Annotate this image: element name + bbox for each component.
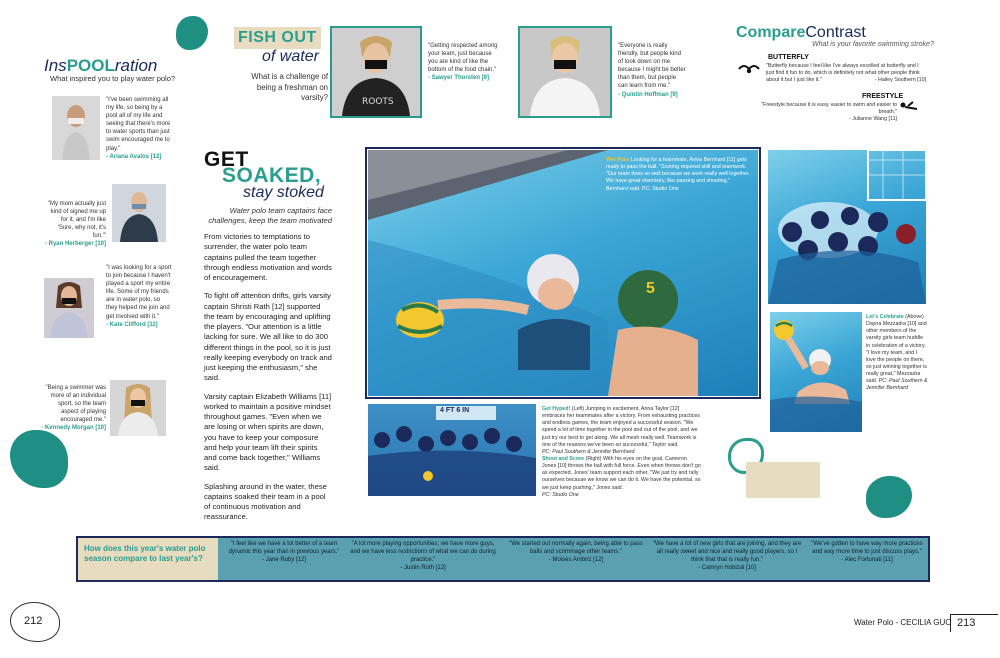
quote-butterfly: "Butterfly because I feel like I've always excelled at butterfly and I just find it fun to do, which is definitely not what other people think about it but I just like it." - Hailey Southern [10]: [766, 63, 926, 84]
folio: Water Polo - CECILIA GUO: [854, 618, 952, 627]
decorative-blob-left: [10, 430, 68, 488]
compare-subtitle: What is your favorite swimming stroke?: [812, 41, 934, 48]
story-body: From victories to temptations to surrender, the water polo team captains pulled the team together through endless motivation and words of encouragement. To fight off attention drifts, girls varsity captain Shristi Rath [12] supported the team by encouraging and uplifting the players. "Our attention is a little lacking for sure. We all like to do 300 different things in the pool, so it is just really keeping everybody on track and just keeping the enthusiasm," she said. Varsity captain Elizabeth Williams [11] worked to maintain a positive mindset throughout games. "Even when we are losing or when spirits are down, you have to keep your composure and help your team lift their spirits and come back together," Williams said. Splashing around in the water, these captains soaked their team in a pool of continuous motivation and reassurance.: [204, 232, 332, 522]
main-photo-number: 5: [646, 280, 655, 297]
fish-question: What is a challenge of being a freshman on varsity?: [251, 72, 328, 103]
bottom-quote-3: "We started out normally again, being able to pass balls and scrimmage other teams." - Moises Ambriz [12]: [509, 541, 643, 564]
hype-shoot-caption: Get Hyped! (Left) Jumping in excitement, Anna Taylor [12] embraces her teammates after a victory. From exhausting practices and endless games, the team enjoyed a successful season. "We spend a lot of time together in the pool and out of the pool, and we just try our best to get along. We all mesh really well. Teamwork is one of the reasons we've been so successful," Taylor said. PC: Paul Southern & Jennifer Bernhard Shoot and Score (Right) With his eyes on the goal, Cameron Jones [10] throws the ball with full force. Even when throws don't go as expected, Jones' team support each other. "We just try and rally ourselves because we know we can do it. We have the potential, so we just keep pushing," Jones said. PC: Studio One: [542, 406, 701, 498]
portrait-kennedy: [110, 380, 166, 436]
quote-kennedy: "Being a swimmer was more of an individual sport, so the team aspect of playing encouraged me." - Kennedy Morgan [10]: [41, 385, 106, 432]
page-number-right: 213: [950, 614, 998, 632]
freestyle-icon: [899, 100, 919, 112]
portrait-sawyer: [330, 26, 422, 118]
quote-sawyer: "Getting respected among your team, just because you are kind of like the bottom of the food chain." - Sawyer Thorsten [9]: [428, 43, 498, 82]
story-head-stoked: stay stoked: [243, 184, 324, 201]
story-head-get: GET: [204, 148, 249, 171]
compare-title: CompareContrast: [736, 24, 866, 41]
main-photo-caption: Wet Pass Looking for a teammate, Aviva Bernhard [11] gets ready to pass the ball. "Scoring required skill and teamwork. "Our team does so well because we work really well together. We have great chemistry, like passing and shooting," Bernhard said. PC: Studio One: [606, 157, 750, 192]
bottom-quote-5: "We've gotten to have way more practices and way more time to just discuss plays." - Alec Fortunati [11]: [811, 541, 923, 564]
bottom-quote-1: "I feel like we have a lot better of a team dynamic this year than in previous years." - Jane Ruby [12]: [228, 541, 340, 564]
bottom-question: How does this year's water polo season compare to last year's?: [84, 544, 206, 564]
inspool-subtitle: What inspired you to play water polo?: [50, 74, 176, 83]
decorative-blob-top: [176, 16, 208, 50]
story-deck: Water polo team captains face challenges, keep the team motivated: [208, 206, 332, 226]
portrait-kate: [44, 278, 94, 338]
stroke-butterfly-label: BUTTERFLY: [768, 54, 809, 61]
inspool-title: InsPOOLration: [44, 56, 158, 75]
portrait-ryan: [112, 184, 166, 242]
fish-title: FISH OUT: [234, 27, 321, 49]
decorative-sand-block: [746, 462, 820, 498]
quote-ariana: "I've been swimming all my life, so being by a pool all of my life and seeing that there's more to water sports than just swim encouraged me to play." - Ariana Avalos [12]: [106, 97, 171, 160]
stroke-freestyle-label: FREESTYLE: [862, 93, 904, 100]
portrait-ariana: [52, 96, 100, 160]
portrait-quintin: [518, 26, 612, 118]
quote-freestyle: "Freestyle because it is easy, easier to swim and easier to breath." - Julianne Wang [11]: [761, 102, 897, 123]
team-photo: [368, 404, 536, 496]
fish-subtitle: of water: [262, 48, 319, 65]
celebrate-photo: [768, 150, 926, 304]
decorative-blob-right: [866, 476, 912, 518]
shooter-photo: [770, 312, 862, 432]
team-photo-sign: 4 FT 6 IN: [440, 407, 470, 414]
story-head-soaked: SOAKED,: [222, 164, 322, 187]
bottom-quote-2: "A lot more playing opportunities; we have more guys, and we have less restrictions of what we can do during practice." - Justin Roth [12]: [350, 541, 496, 572]
svg-text:ROOTS: ROOTS: [362, 97, 394, 107]
butterfly-icon: [738, 62, 760, 74]
bottom-quote-4: "We have a lot of new girls that are joining, and they are all really sweet and nice and really good players, so I think that that is really fun." - Camryn Hobizal [10]: [652, 541, 802, 572]
page-number-left: 212: [24, 615, 43, 627]
celebrate-caption: Let's Celebrate (Above) Dayna Mezzadra [10] and other members of the varsity girls team huddle in celebration of a victory. "I love my team, and I love the people on there, so just winning together is really great," Mezzadra said. PC: Paul Southern & Jennifer Bernhard: [866, 314, 928, 392]
quote-quintin: "Everyone is really friendly, but people kind of look down on me because I might be better than them, but people can learn from me." - Quintin Hoffman [9]: [618, 43, 686, 98]
quote-kate: "I was looking for a sport to join because I haven't played a sport my entire life. Some of my friends are in water polo, so they helped me join and get involved with it." - Kate Clifford [11]: [106, 265, 172, 328]
quote-ryan: "My mom actually just kind of signed me up for it, and I'm like 'Sure, why not, it's fun.'" - Ryan Herberger [10]: [44, 201, 106, 248]
